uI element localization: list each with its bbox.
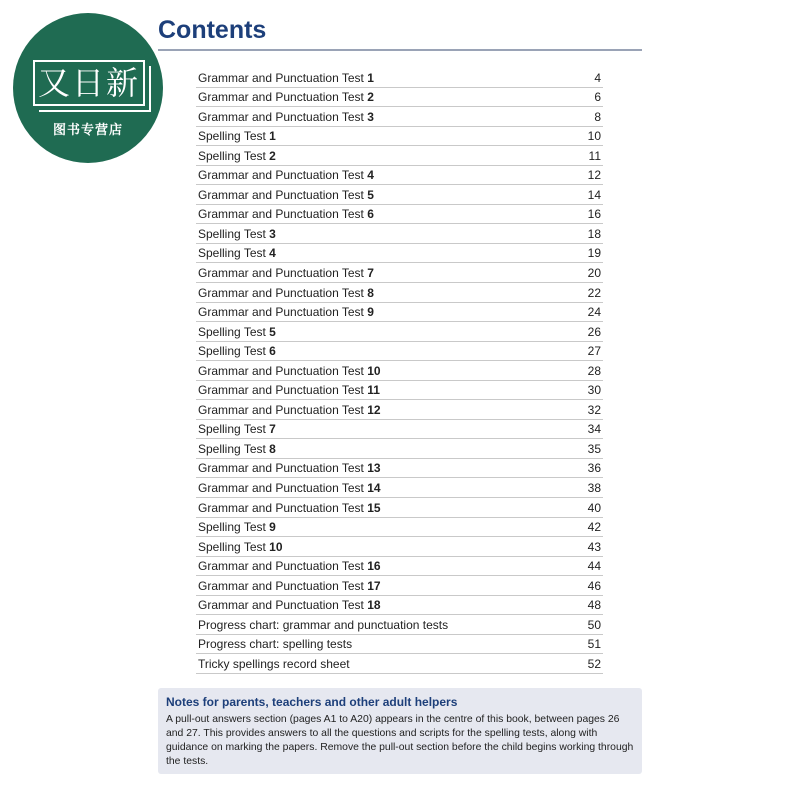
toc-page-number: 28 (587, 363, 601, 378)
toc-row (196, 400, 603, 420)
toc-entry-label: Spelling Test (198, 520, 266, 535)
toc-entry-title (198, 422, 276, 436)
toc-entry-label: Grammar and Punctuation Test (198, 598, 364, 613)
toc-row (196, 596, 603, 616)
toc-entry-number: 2 (367, 90, 374, 105)
toc-entry-label: Grammar and Punctuation Test (198, 578, 364, 593)
toc-row (196, 459, 603, 479)
toc-page-number: 4 (594, 70, 601, 85)
toc-page-number: 20 (587, 266, 601, 281)
toc-page-number: 40 (587, 500, 601, 515)
toc-entry-label: Grammar and Punctuation Test (198, 402, 364, 417)
toc-page-number: 48 (587, 598, 601, 613)
toc-entry-title (198, 540, 283, 554)
toc-entry-title (198, 286, 374, 300)
toc-page-number: 12 (587, 168, 601, 183)
toc-entry-number: 13 (367, 461, 381, 476)
toc-entry-title (198, 520, 276, 534)
toc-entry-number: 2 (269, 148, 276, 163)
logo-sub-text: 图书专营店 (52, 123, 123, 138)
toc-entry-number: 3 (269, 226, 276, 241)
toc-page-number: 44 (587, 559, 601, 574)
toc-page-number: 14 (587, 187, 601, 202)
toc-page-number: 18 (587, 226, 601, 241)
toc-row (196, 244, 603, 264)
toc-row (196, 166, 603, 186)
toc-entry-number: 17 (367, 578, 381, 593)
toc-entry-label: Spelling Test (198, 226, 266, 241)
toc-entry-label: Grammar and Punctuation Test (198, 70, 364, 85)
toc-page-number: 26 (587, 324, 601, 339)
toc-row (196, 342, 603, 362)
toc-entry-label: Grammar and Punctuation Test (198, 168, 364, 183)
toc-page-number: 10 (587, 129, 601, 144)
store-logo (13, 13, 163, 163)
toc-row (196, 185, 603, 205)
toc-entry-label: Grammar and Punctuation Test (198, 266, 364, 281)
page-title: Contents (158, 16, 267, 44)
toc-entry-label: Grammar and Punctuation Test (198, 481, 364, 496)
toc-entry-label: Spelling Test (198, 148, 266, 163)
toc-entry-title (198, 637, 352, 651)
toc-entry-title (198, 90, 374, 104)
toc-row (196, 654, 603, 674)
toc-entry-title (198, 618, 448, 632)
toc-entry-number: 5 (269, 324, 276, 339)
toc-row (196, 478, 603, 498)
toc-entry-number: 14 (367, 481, 381, 496)
logo-main-text: 又日新 (33, 60, 145, 106)
toc-entry-title (198, 598, 381, 612)
toc-entry-title (198, 227, 276, 241)
toc-row (196, 224, 603, 244)
toc-entry-title (198, 657, 350, 671)
toc-page-number: 38 (587, 481, 601, 496)
toc-row (196, 283, 603, 303)
toc-entry-title (198, 481, 381, 495)
toc-row (196, 322, 603, 342)
toc-entry-title (198, 207, 374, 221)
toc-entry-number: 16 (367, 559, 381, 574)
toc-row (196, 557, 603, 577)
toc-entry-number: 4 (367, 168, 374, 183)
toc-entry-number: 1 (367, 70, 374, 85)
toc-entry-label: Spelling Test (198, 344, 266, 359)
toc-entry-title (198, 579, 381, 593)
notes-body: A pull-out answers section (pages A1 to A20) appears in the centre of this book, between pages 26 and 27. This provides answers to all the questions and scripts for the spelling tests, along with guidance on marking the papers. Remove the pull-out section before the child begins working through the tests. (166, 714, 634, 767)
toc-entry-number: 15 (367, 500, 381, 515)
toc-entry-label: Grammar and Punctuation Test (198, 285, 364, 300)
toc-entry-title (198, 325, 276, 339)
toc-row (196, 88, 603, 108)
toc-page-number: 51 (587, 637, 601, 652)
toc-page-number: 50 (587, 617, 601, 632)
toc-entry-label: Spelling Test (198, 441, 266, 456)
toc-row (196, 361, 603, 381)
toc-entry-number: 12 (367, 402, 381, 417)
toc-entry-title (198, 110, 374, 124)
toc-page-number: 16 (587, 207, 601, 222)
toc-entry-label: Tricky spellings record sheet (198, 656, 350, 671)
toc-entry-title (198, 149, 276, 163)
toc-entry-number: 3 (367, 109, 374, 124)
toc-row (196, 518, 603, 538)
toc-entry-label: Spelling Test (198, 246, 266, 261)
toc-entry-number: 7 (367, 266, 374, 281)
toc-page-number: 19 (587, 246, 601, 261)
toc-entry-title (198, 71, 374, 85)
toc-row (196, 635, 603, 655)
notes-title: Notes for parents, teachers and other adult helpers (166, 695, 458, 709)
toc-page-number: 46 (587, 578, 601, 593)
toc-entry-label: Grammar and Punctuation Test (198, 187, 364, 202)
toc-row (196, 537, 603, 557)
toc-entry-title (198, 266, 374, 280)
toc-page-number: 32 (587, 402, 601, 417)
toc-entry-label: Spelling Test (198, 539, 266, 554)
toc-entry-number: 4 (269, 246, 276, 261)
toc-row (196, 205, 603, 225)
toc-entry-title (198, 383, 380, 397)
contents-list (196, 68, 603, 674)
toc-entry-title (198, 168, 374, 182)
notes-box (158, 688, 642, 774)
toc-entry-title (198, 188, 374, 202)
toc-page-number: 52 (587, 656, 601, 671)
toc-row (196, 576, 603, 596)
title-divider (158, 49, 642, 51)
toc-row (196, 381, 603, 401)
toc-row (196, 68, 603, 88)
toc-entry-title (198, 461, 381, 475)
toc-entry-label: Spelling Test (198, 422, 266, 437)
toc-entry-number: 7 (269, 422, 276, 437)
toc-page-number: 30 (587, 383, 601, 398)
toc-entry-number: 6 (367, 207, 374, 222)
toc-entry-label: Grammar and Punctuation Test (198, 90, 364, 105)
toc-entry-number: 9 (367, 305, 374, 320)
toc-row (196, 107, 603, 127)
toc-row (196, 420, 603, 440)
toc-page-number: 27 (587, 344, 601, 359)
toc-entry-label: Grammar and Punctuation Test (198, 363, 364, 378)
toc-entry-title (198, 403, 381, 417)
toc-row (196, 127, 603, 147)
toc-entry-number: 11 (367, 383, 380, 398)
toc-entry-number: 6 (269, 344, 276, 359)
toc-entry-label: Grammar and Punctuation Test (198, 500, 364, 515)
toc-page-number: 35 (587, 441, 601, 456)
toc-entry-number: 5 (367, 187, 374, 202)
toc-entry-label: Grammar and Punctuation Test (198, 207, 364, 222)
toc-page-number: 6 (594, 90, 601, 105)
toc-row (196, 439, 603, 459)
toc-entry-label: Spelling Test (198, 129, 266, 144)
toc-entry-title (198, 344, 276, 358)
toc-entry-label: Progress chart: spelling tests (198, 637, 353, 652)
toc-page-number: 22 (587, 285, 601, 300)
toc-entry-title (198, 246, 276, 260)
toc-page-number: 43 (587, 539, 601, 554)
toc-entry-number: 8 (367, 285, 374, 300)
toc-entry-label: Grammar and Punctuation Test (198, 305, 364, 320)
toc-entry-title (198, 129, 276, 143)
toc-entry-title (198, 559, 381, 573)
toc-page-number: 11 (588, 148, 601, 163)
toc-entry-label: Progress chart: grammar and punctuation tests (198, 617, 449, 632)
toc-entry-title (198, 442, 276, 456)
toc-page-number: 8 (594, 109, 601, 124)
toc-page-number: 42 (587, 520, 601, 535)
toc-entry-title (198, 501, 381, 515)
toc-entry-title (198, 305, 374, 319)
toc-page-number: 24 (587, 305, 601, 320)
toc-entry-label: Grammar and Punctuation Test (198, 109, 364, 124)
toc-entry-title (198, 364, 381, 378)
toc-page-number: 36 (587, 461, 601, 476)
toc-row (196, 146, 603, 166)
toc-row (196, 615, 603, 635)
toc-entry-label: Grammar and Punctuation Test (198, 461, 364, 476)
toc-entry-number: 1 (269, 129, 276, 144)
toc-page-number: 34 (587, 422, 601, 437)
toc-entry-number: 8 (269, 441, 276, 456)
toc-entry-number: 18 (367, 598, 381, 613)
toc-row (196, 263, 603, 283)
toc-entry-label: Spelling Test (198, 324, 266, 339)
toc-entry-number: 9 (269, 520, 276, 535)
toc-entry-label: Grammar and Punctuation Test (198, 559, 364, 574)
toc-entry-number: 10 (269, 539, 283, 554)
toc-entry-number: 10 (367, 363, 381, 378)
toc-row (196, 303, 603, 323)
toc-entry-label: Grammar and Punctuation Test (198, 383, 364, 398)
toc-row (196, 498, 603, 518)
